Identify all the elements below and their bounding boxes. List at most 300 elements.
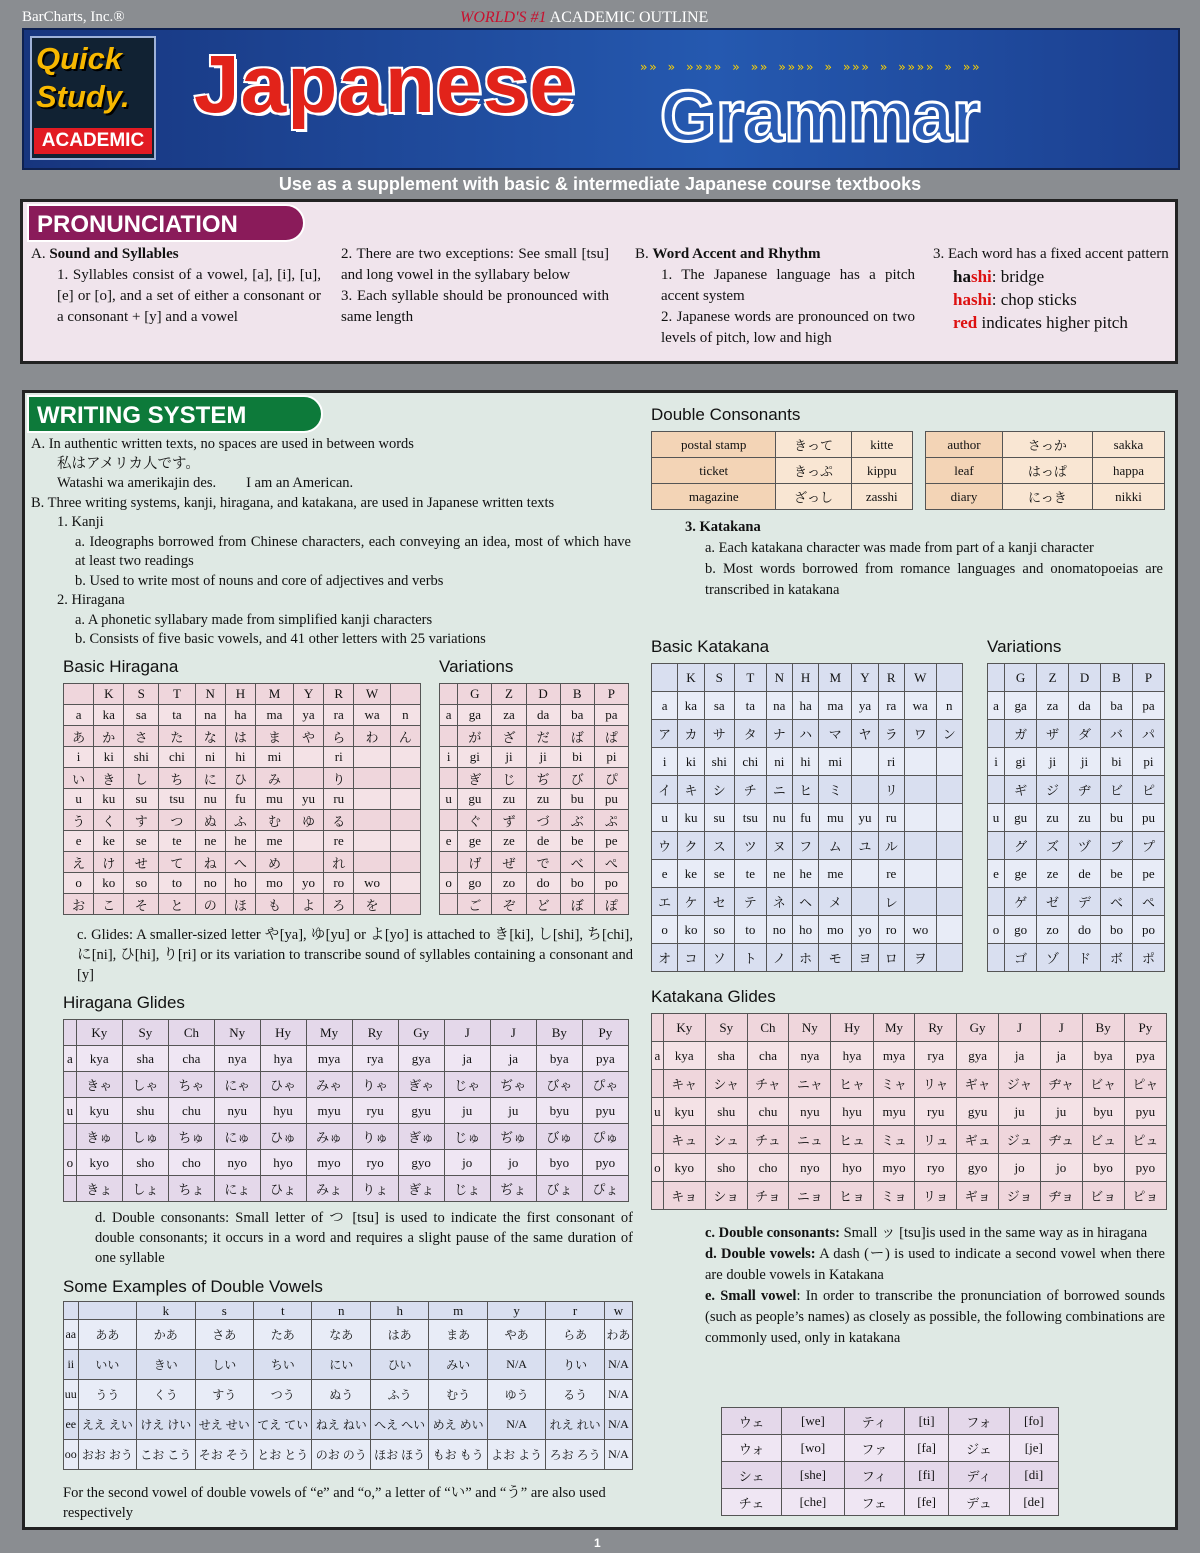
table-cell: ru <box>324 789 354 810</box>
table-cell: fu <box>225 789 255 810</box>
table-cell: i <box>652 748 678 776</box>
table-cell <box>440 726 458 747</box>
table-cell: ee <box>64 1410 79 1440</box>
brand: BarCharts, Inc.® <box>22 9 125 25</box>
table-row <box>652 692 963 720</box>
table-row <box>652 916 963 944</box>
table-cell: ja <box>1040 1042 1082 1070</box>
table-cell: ryu <box>915 1098 957 1126</box>
table-cell: n <box>390 705 420 726</box>
table-cell: のお のう <box>312 1440 370 1470</box>
table-cell: ho <box>225 873 255 894</box>
table-cell: na <box>195 705 225 726</box>
table-cell: ト <box>734 944 766 972</box>
table-cell: リュ <box>915 1126 957 1154</box>
table-cell: yo <box>293 873 323 894</box>
table-cell: ノ <box>766 944 792 972</box>
table-cell: ま <box>255 726 293 747</box>
table-cell: チュ <box>747 1126 789 1154</box>
table-cell: ファ <box>844 1435 904 1462</box>
table-cell: う <box>64 810 94 831</box>
table-cell: はっぱ <box>1002 458 1092 484</box>
table-cell: mya <box>306 1046 352 1072</box>
table-cell: キャ <box>663 1070 705 1098</box>
table-cell: ダ <box>1069 720 1101 748</box>
table-cell: びょ <box>536 1176 582 1202</box>
table-cell: ぷ <box>594 810 628 831</box>
table-cell: za <box>492 705 526 726</box>
table-cell: sa <box>704 692 734 720</box>
table-cell: ほ <box>225 894 255 915</box>
table-cell: [fi] <box>904 1462 949 1489</box>
table-cell: author <box>926 432 1003 458</box>
table-cell: da <box>526 705 560 726</box>
table-cell: お <box>64 894 94 915</box>
writing-system-panel <box>22 390 1178 1530</box>
table-cell: こ <box>94 894 124 915</box>
table-cell: モ <box>819 944 852 972</box>
table-row <box>652 432 913 458</box>
table-cell: ヒョ <box>831 1182 873 1210</box>
table-cell: hyu <box>260 1098 306 1124</box>
table-row <box>64 852 421 873</box>
table-cell: diary <box>926 484 1003 510</box>
table-row <box>988 860 1165 888</box>
table-cell <box>652 1070 664 1098</box>
table-cell: de <box>526 831 560 852</box>
table-cell: po <box>1132 916 1164 944</box>
table-cell: キュ <box>663 1126 705 1154</box>
table-cell: ひい <box>370 1350 428 1380</box>
table-cell: ヤ <box>852 720 878 748</box>
table-header-cell: R <box>878 664 904 692</box>
table-header-cell <box>78 1302 136 1320</box>
basic-hiragana-title: Basic Hiragana <box>63 657 179 676</box>
table-cell: ぢゅ <box>490 1124 536 1150</box>
table-cell: パ <box>1132 720 1164 748</box>
table-cell: kyo <box>663 1154 705 1182</box>
table-cell <box>64 1176 77 1202</box>
writing-intro: A. In authentic written texts, no spaces are used in between words 私はアメリカ人です。 Watashi wa amerikajin des. I am an American. B. Three writing systems, kanji, hiragana, and katakana, are used in Japanese written texts 1. Kanji a. Ideographs borrowed from Chinese characters, each conveying an idea, most of which have at least two readings b. Used to write most of nouns and core of adjectives and verbs 2. Hiragana a. A phonetic syllabary made from simplified kanji characters b. Consists of five basic vowels, and 41 other letters with 25 variations <box>31 436 631 647</box>
table-cell: づ <box>526 810 560 831</box>
table-cell: じゃ <box>444 1072 490 1098</box>
table-cell: びゅ <box>536 1124 582 1150</box>
table-cell: myu <box>873 1098 915 1126</box>
table-cell: oo <box>64 1440 79 1470</box>
table-cell: ヒ <box>792 776 818 804</box>
table-cell: と <box>159 894 195 915</box>
table-cell: ラ <box>878 720 904 748</box>
table-cell: もお もう <box>429 1440 487 1470</box>
table-header-cell: K <box>678 664 704 692</box>
table-cell: ウォ <box>722 1435 782 1462</box>
table-cell: を <box>354 894 390 915</box>
table-header-cell: Ry <box>915 1014 957 1042</box>
table-cell: jo <box>999 1154 1041 1182</box>
table-cell: pe <box>1132 860 1164 888</box>
table-cell: ga <box>1005 692 1037 720</box>
table-row <box>64 1320 633 1350</box>
table-cell: あ <box>64 726 94 747</box>
table-cell: rya <box>352 1046 398 1072</box>
table-cell: シュ <box>705 1126 747 1154</box>
table-cell: e <box>988 860 1005 888</box>
table-cell: n <box>936 692 962 720</box>
table-cell: ワ <box>904 720 936 748</box>
table-cell: ra <box>878 692 904 720</box>
table-cell: れ <box>324 852 354 873</box>
table-cell <box>390 831 420 852</box>
table-cell: nya <box>789 1042 831 1070</box>
table-header-cell: M <box>255 684 293 705</box>
table-cell: ぢゃ <box>490 1072 536 1098</box>
table-cell: bi <box>1101 748 1133 776</box>
table-row <box>440 726 629 747</box>
table-cell: つう <box>254 1380 312 1410</box>
table-cell: みょ <box>306 1176 352 1202</box>
table-cell: ぐ <box>458 810 492 831</box>
table-cell: てえ てい <box>254 1410 312 1440</box>
table-cell: ju <box>1040 1098 1082 1126</box>
table-cell: いい <box>78 1350 136 1380</box>
table-cell: るう <box>546 1380 604 1410</box>
table-cell: グ <box>1005 832 1037 860</box>
table-cell: ぼ <box>560 894 594 915</box>
table-row <box>652 888 963 916</box>
table-cell: ピョ <box>1124 1182 1166 1210</box>
table-header-cell: H <box>792 664 818 692</box>
table-cell: ri <box>324 747 354 768</box>
table-cell: su <box>124 789 159 810</box>
hiragana-glides-table <box>63 1019 629 1202</box>
table-cell: sha <box>122 1046 168 1072</box>
pronunciation-panel <box>20 199 1178 364</box>
table-cell: よ <box>293 894 323 915</box>
table-cell: え <box>64 852 94 873</box>
table-row <box>64 1440 633 1470</box>
table-cell: シャ <box>705 1070 747 1098</box>
table-cell: o <box>64 873 94 894</box>
table-cell: pe <box>594 831 628 852</box>
table-cell: にゃ <box>214 1072 260 1098</box>
table-header-cell: Z <box>1037 664 1069 692</box>
table-row <box>64 768 421 789</box>
table-cell: N/A <box>604 1350 632 1380</box>
table-cell: ji <box>1069 748 1101 776</box>
page-number: 1 <box>594 1536 601 1550</box>
table-cell: く <box>94 810 124 831</box>
table-cell: happa <box>1092 458 1164 484</box>
table-cell: gi <box>1005 748 1037 776</box>
table-cell: ろお ろう <box>546 1440 604 1470</box>
table-cell: o <box>988 916 1005 944</box>
table-cell: ざっし <box>776 484 851 510</box>
table-cell: gyo <box>956 1154 998 1182</box>
table-header-cell: Ny <box>789 1014 831 1042</box>
table-cell: ド <box>1069 944 1101 972</box>
table-cell: do <box>1069 916 1101 944</box>
table-row <box>988 720 1165 748</box>
table-cell: けえ けい <box>137 1410 195 1440</box>
double-vowels-title: Some Examples of Double Vowels <box>63 1277 323 1296</box>
table-cell: ja <box>444 1046 490 1072</box>
table-cell: u <box>988 804 1005 832</box>
table-cell: わあ <box>604 1320 632 1350</box>
table-cell: magazine <box>652 484 776 510</box>
table-cell: ビャ <box>1082 1070 1124 1098</box>
table-cell: そお そう <box>195 1440 253 1470</box>
table-cell: めえ めい <box>429 1410 487 1440</box>
table-cell: ju <box>490 1098 536 1124</box>
table-cell: みゃ <box>306 1072 352 1098</box>
table-cell: ho <box>792 916 818 944</box>
table-cell: mu <box>819 804 852 832</box>
table-header-cell: B <box>1101 664 1133 692</box>
table-cell: フ <box>792 832 818 860</box>
table-cell <box>390 873 420 894</box>
table-row <box>988 888 1165 916</box>
table-cell: カ <box>678 720 704 748</box>
table-cell: ジュ <box>999 1126 1041 1154</box>
table-cell: se <box>124 831 159 852</box>
table-cell: gyu <box>398 1098 444 1124</box>
table-cell: ざ <box>492 726 526 747</box>
table-cell: chu <box>168 1098 214 1124</box>
table-header-cell: Sy <box>122 1020 168 1046</box>
table-cell: ju <box>999 1098 1041 1126</box>
table-cell: gu <box>1005 804 1037 832</box>
table-cell: to <box>159 873 195 894</box>
table-cell <box>904 804 936 832</box>
table-header-cell: M <box>819 664 852 692</box>
table-cell: o <box>64 1150 77 1176</box>
table-cell: leaf <box>926 458 1003 484</box>
table-cell: rya <box>915 1042 957 1070</box>
table-cell: shi <box>704 748 734 776</box>
table-row <box>64 1098 629 1124</box>
table-cell: bya <box>1082 1042 1124 1070</box>
table-cell: べ <box>560 852 594 873</box>
table-cell: ni <box>766 748 792 776</box>
katakana-variations-table <box>987 663 1165 972</box>
table-header-cell: Ny <box>214 1020 260 1046</box>
table-cell: キョ <box>663 1182 705 1210</box>
table-cell: リ <box>878 776 904 804</box>
table-row <box>64 873 421 894</box>
table-cell <box>354 831 390 852</box>
table-cell <box>293 852 323 873</box>
table-row <box>64 810 421 831</box>
table-row <box>722 1408 1059 1435</box>
table-cell: ど <box>526 894 560 915</box>
table-cell: にょ <box>214 1176 260 1202</box>
table-cell: [ti] <box>904 1408 949 1435</box>
table-cell: きょ <box>76 1176 122 1202</box>
table-cell: ぎ <box>458 768 492 789</box>
table-cell: ro <box>878 916 904 944</box>
table-cell: そ <box>124 894 159 915</box>
table-header-cell: t <box>254 1302 312 1320</box>
table-cell <box>904 860 936 888</box>
table-cell: yo <box>852 916 878 944</box>
table-row <box>64 747 421 768</box>
table-cell: ぺ <box>594 852 628 873</box>
table-cell: ああ <box>78 1320 136 1350</box>
table-cell: [je] <box>1009 1435 1058 1462</box>
table-header-cell <box>440 684 458 705</box>
table-cell: bu <box>560 789 594 810</box>
table-cell <box>936 860 962 888</box>
table-header-cell: R <box>324 684 354 705</box>
table-cell: セ <box>704 888 734 916</box>
table-cell: ねえ ねい <box>312 1410 370 1440</box>
table-cell: ゆう <box>487 1380 545 1410</box>
table-cell: pu <box>1132 804 1164 832</box>
table-cell: た <box>159 726 195 747</box>
table-cell: り <box>324 768 354 789</box>
pron-col-4: 3. Each word has a fixed accent pattern hashi: bridge hashi: chop sticks red indicates higher pitch <box>933 246 1169 332</box>
table-header-row <box>64 1302 633 1320</box>
table-cell: jo <box>1040 1154 1082 1182</box>
table-cell: shu <box>705 1098 747 1126</box>
table-row <box>652 720 963 748</box>
table-row <box>64 1046 629 1072</box>
table-cell: ko <box>678 916 704 944</box>
table-row <box>64 894 421 915</box>
table-header-cell <box>988 664 1005 692</box>
table-cell: ほお ほう <box>370 1440 428 1470</box>
table-cell: kya <box>76 1046 122 1072</box>
pron-col-3: B. Word Accent and Rhythm 1. The Japanese language has a pitch accent system 2. Japanese words are pronounced on two levels of pitch, low and high <box>635 246 915 346</box>
table-row <box>722 1435 1059 1462</box>
table-cell: chi <box>734 748 766 776</box>
katakana-extra-notes: c. Double consonants: Small ッ [tsu]is used in the same way as in hiragana d. Double vowels: A dash (ー) is used to indicate a second vowel when there are double vowels in Katakana e. Small vowel: In order to transcribe the pronunciation of borrowed sounds (such as people’s names) as closely as possible, the following combinations are commonly used, only in katakana <box>705 1225 1165 1346</box>
table-cell: りょ <box>352 1176 398 1202</box>
table-row <box>64 1350 633 1380</box>
table-cell: ぴゅ <box>582 1124 628 1150</box>
table-cell <box>936 916 962 944</box>
table-cell: go <box>458 873 492 894</box>
pronunciation-heading: PRONUNCIATION <box>27 204 305 242</box>
table-cell: he <box>792 860 818 888</box>
table-cell: a <box>652 1042 664 1070</box>
tagline-red: WORLD'S #1 <box>460 9 547 26</box>
table-cell: うう <box>78 1380 136 1410</box>
table-cell: ギョ <box>956 1182 998 1210</box>
table-header-cell: W <box>904 664 936 692</box>
table-header-cell <box>64 684 94 705</box>
table-cell <box>293 831 323 852</box>
table-cell <box>936 944 962 972</box>
table-cell: せ <box>124 852 159 873</box>
table-cell <box>904 832 936 860</box>
table-cell <box>390 789 420 810</box>
table-row <box>440 894 629 915</box>
table-cell: pi <box>594 747 628 768</box>
table-cell: ka <box>678 692 704 720</box>
table-cell: zu <box>492 789 526 810</box>
table-cell: ひゃ <box>260 1072 306 1098</box>
table-cell: ビョ <box>1082 1182 1124 1210</box>
table-cell: しゃ <box>122 1072 168 1098</box>
table-cell <box>440 852 458 873</box>
table-cell: ぎゃ <box>398 1072 444 1098</box>
table-cell: ス <box>704 832 734 860</box>
table-cell: pyo <box>1124 1154 1166 1182</box>
table-cell: de <box>1069 860 1101 888</box>
table-cell: ro <box>324 873 354 894</box>
table-cell <box>852 888 878 916</box>
table-cell: ヨ <box>852 944 878 972</box>
table-header-cell: y <box>487 1302 545 1320</box>
table-header-cell: P <box>1132 664 1164 692</box>
table-cell: mi <box>819 748 852 776</box>
table-cell: ニョ <box>789 1182 831 1210</box>
table-cell: kippu <box>851 458 913 484</box>
table-cell: wo <box>904 916 936 944</box>
table-cell <box>354 852 390 873</box>
table-cell: do <box>526 873 560 894</box>
table-cell: メ <box>819 888 852 916</box>
table-cell: ち <box>159 768 195 789</box>
table-cell: ゴ <box>1005 944 1037 972</box>
table-cell: ろ <box>324 894 354 915</box>
table-cell: cho <box>168 1150 214 1176</box>
table-cell: [fa] <box>904 1435 949 1462</box>
table-cell: にい <box>312 1350 370 1380</box>
table-cell: ちょ <box>168 1176 214 1202</box>
table-cell: byu <box>1082 1098 1124 1126</box>
table-cell: オ <box>652 944 678 972</box>
table-cell: bu <box>1101 804 1133 832</box>
table-cell: gya <box>398 1046 444 1072</box>
table-cell: ヂュ <box>1040 1126 1082 1154</box>
table-cell: a <box>440 705 458 726</box>
table-cell: gi <box>458 747 492 768</box>
table-row <box>652 1070 1167 1098</box>
table-cell: kyu <box>76 1098 122 1124</box>
table-cell <box>852 748 878 776</box>
table-cell <box>988 720 1005 748</box>
table-cell: jo <box>490 1150 536 1176</box>
table-cell: cha <box>168 1046 214 1072</box>
table-cell: ピャ <box>1124 1070 1166 1098</box>
table-cell: ryu <box>352 1098 398 1124</box>
table-cell: byu <box>536 1098 582 1124</box>
table-cell: リャ <box>915 1070 957 1098</box>
double-vowels-table <box>63 1301 633 1470</box>
table-cell: シ <box>704 776 734 804</box>
table-cell: o <box>652 916 678 944</box>
table-cell: postal stamp <box>652 432 776 458</box>
table-cell: be <box>1101 860 1133 888</box>
table-cell: ケ <box>678 888 704 916</box>
table-cell: byo <box>1082 1154 1124 1182</box>
table-cell: ちゃ <box>168 1072 214 1098</box>
table-cell: nyu <box>214 1098 260 1124</box>
table-cell: ゲ <box>1005 888 1037 916</box>
table-cell: ネ <box>766 888 792 916</box>
table-row <box>64 705 421 726</box>
table-cell: ウ <box>652 832 678 860</box>
table-cell: ペ <box>1132 888 1164 916</box>
table-cell: zo <box>492 873 526 894</box>
table-cell: まあ <box>429 1320 487 1350</box>
table-header-cell: Ky <box>76 1020 122 1046</box>
table-cell <box>390 768 420 789</box>
table-cell: ゼ <box>1037 888 1069 916</box>
table-cell: a <box>64 705 94 726</box>
